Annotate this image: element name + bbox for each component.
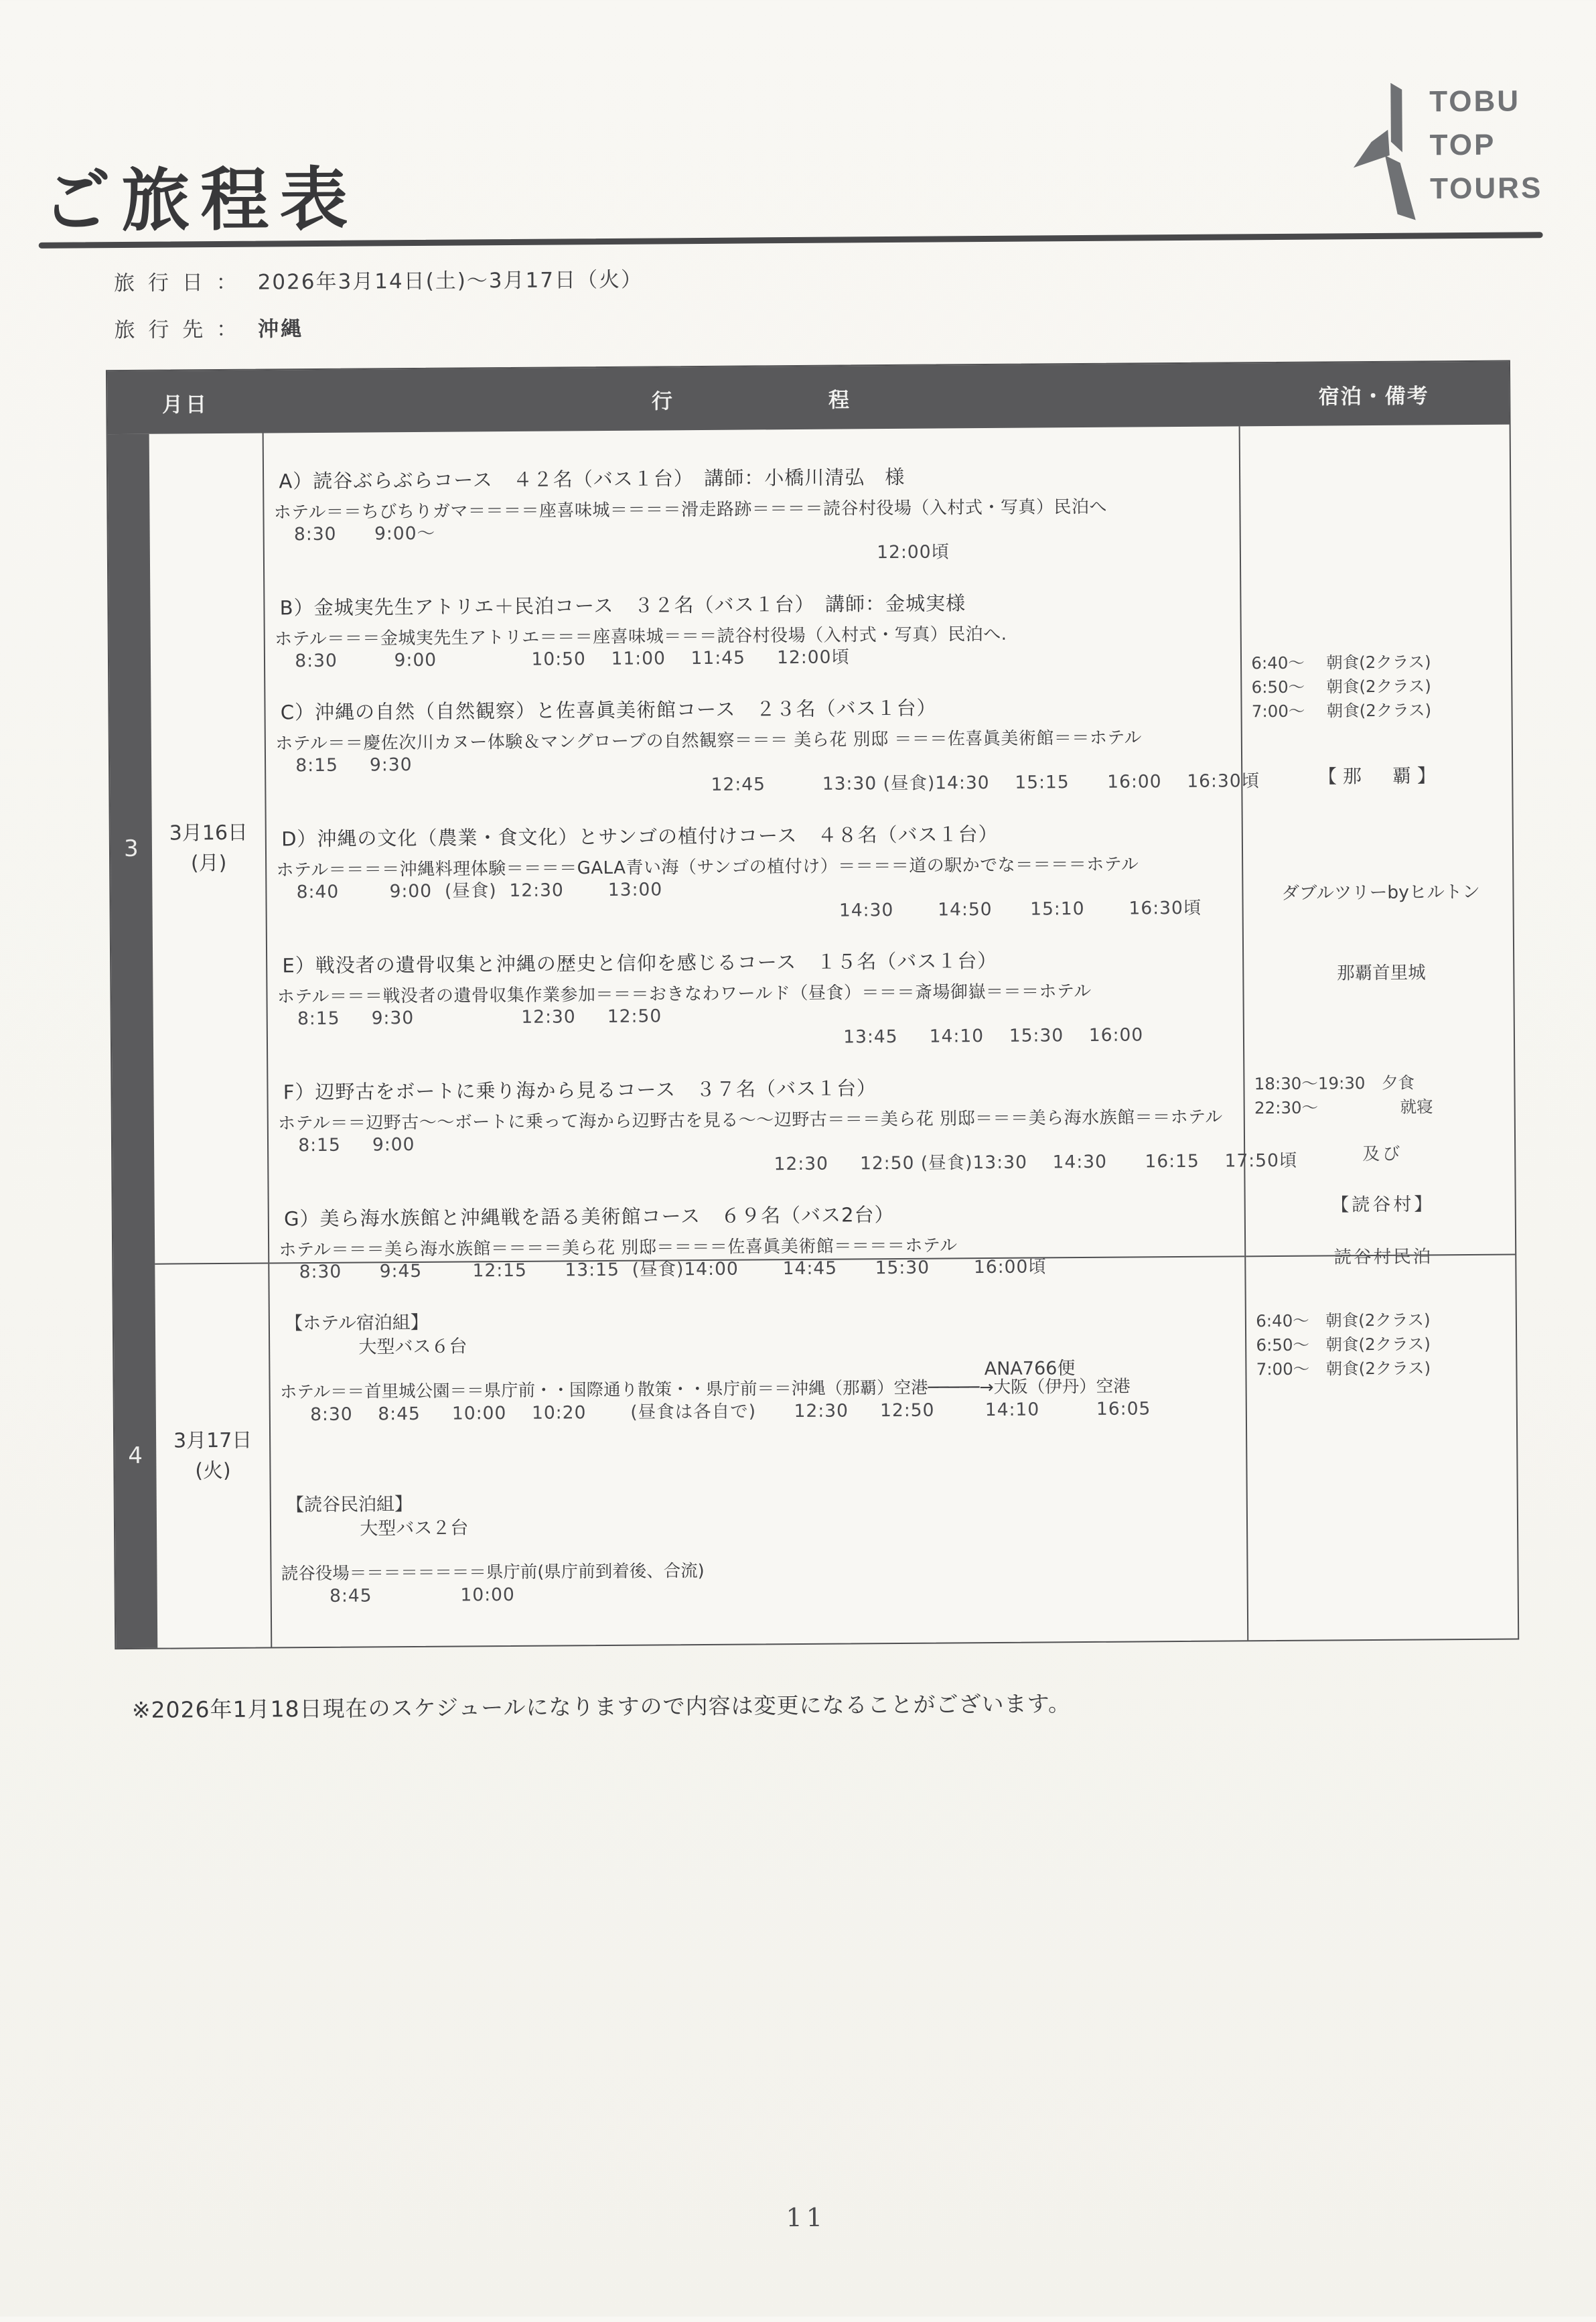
course-c-title: C）沖縄の自然（自然観察）と佐喜眞美術館コース ２３名（バス１台） — [280, 696, 937, 724]
minpaku-group-times: 8:45 10:00 — [329, 1584, 515, 1607]
date-mar17-weekday: (火) — [195, 1458, 231, 1483]
course-f-times-2: 12:30 12:50 (昼食)13:30 14:30 16:15 17:50頃 — [774, 1150, 1298, 1175]
course-f-route: ホテル＝＝辺野古～～ボートに乗って海から辺野古を見る～～辺野古＝＝＝美ら花 別邸＝＝＝美ら海水族館＝＝ホテル — [278, 1107, 1223, 1134]
course-d-title: D）沖縄の文化（農業・食文化）とサンゴの植付けコース ４８名（バス１台） — [281, 822, 999, 851]
course-c-route: ホテル＝＝慶佐次川カヌー体験＆マングローブの自然観察＝＝＝ 美ら花 別邸 ＝＝＝佐喜眞美術館＝＝ホテル — [275, 728, 1143, 754]
minpaku-group-heading: 【読谷民泊組】 — [285, 1494, 413, 1516]
course-a-times-2: 12:00頃 — [877, 541, 950, 563]
naha-header: 【那 覇】 — [1317, 764, 1443, 788]
hotel-group-heading: 【ホテル宿泊組】 — [285, 1312, 429, 1335]
course-a-title: A）読谷ぶらぶらコース ４２名（バス１台） 講師：小橋川清弘 様 — [279, 465, 905, 493]
itinerary-mar17 — [270, 1255, 1248, 1647]
course-d-route: ホテル＝＝＝＝沖縄料理体験＝＝＝＝GALA青い海（サンゴの植付け）＝＝＝＝道の駅かでな＝＝＝＝ホテル — [276, 854, 1139, 881]
course-a — [273, 460, 1236, 567]
course-f-times: 8:15 9:00 — [298, 1134, 415, 1156]
course-e-route: ホテル＝＝＝戦没者の遺骨収集作業参加＝＝＝おきなわワールド（昼食）＝＝＝斎場御嶽＝＝＝ホテル — [277, 981, 1092, 1008]
course-e — [277, 944, 1239, 1052]
notes-mar17 — [1246, 1254, 1518, 1641]
course-e-times: 8:15 9:30 12:30 12:50 — [297, 1006, 662, 1030]
minpaku-group-route: 読谷役場＝＝＝＝＝＝＝＝県庁前(県庁前到着後、合流) — [281, 1560, 705, 1584]
itinerary-table — [106, 360, 1519, 1650]
yomitan-stay: 読谷村民泊 — [1333, 1246, 1433, 1268]
notes-column — [1240, 425, 1518, 1641]
course-d — [276, 817, 1238, 925]
course-d-times: 8:40 9:00 (昼食) 12:30 13:00 — [296, 879, 663, 903]
breakfast-time-2: 6:50～ 朝食(2クラス) — [1256, 1334, 1431, 1355]
hotel-stay-group — [279, 1305, 1242, 1426]
itinerary-column — [264, 426, 1298, 1647]
course-a-route: ホテル＝＝ちびちりガマ＝＝＝＝座喜味城＝＝＝＝滑走路跡＝＝＝＝読谷村役場（入村式・写真）民泊へ — [273, 496, 1108, 523]
page-title: ご旅程表 — [42, 159, 359, 242]
course-b-times: 8:30 9:00 10:50 11:00 11:45 12:00頃 — [295, 646, 851, 672]
day-number-4: 4 — [128, 1442, 143, 1469]
breakfast-time-1: 6:40～ 朝食(2クラス) — [1256, 1310, 1431, 1331]
date-mar16: 3月16日 — [169, 821, 248, 845]
course-g-title: G）美ら海水族館と沖縄戦を語る美術館コース ６９名（バス2台） — [283, 1203, 895, 1231]
header-col-date: 月日 — [161, 392, 210, 417]
course-g-times: 8:30 9:45 12:15 13:15 (昼食)14:00 14:45 15:30 16:00頃 — [299, 1256, 1047, 1283]
table-header-row — [107, 362, 1510, 435]
date-cell-mar17 — [155, 1263, 271, 1648]
date-cell-mar16 — [149, 433, 268, 1264]
flight-number: ANA766便 — [984, 1358, 1076, 1380]
hotel-name-line-1: ダブルツリーbyヒルトン — [1281, 881, 1480, 904]
hotel-name — [1252, 825, 1510, 1042]
sleep-time: 22:30～ 就寝 — [1254, 1097, 1433, 1118]
breakfast-time-2: 6:50～ 朝食(2クラス) — [1251, 676, 1431, 697]
trip-destination-value: 沖縄 — [257, 317, 304, 342]
breakfast-time-1: 6:40～ 朝食(2クラス) — [1251, 652, 1431, 673]
date-column — [149, 433, 272, 1648]
minpaku-group-buses: 大型バス２台 — [360, 1517, 469, 1540]
trip-date-value: 2026年3月14日(土)～3月17日（火） — [257, 267, 644, 295]
course-b — [275, 586, 1237, 672]
trip-date-row — [114, 263, 643, 297]
course-b-route: ホテル＝＝＝金城実先生アトリエ＝＝＝座喜味城＝＝＝読谷村役場（入村式・写真）民泊へ. — [274, 624, 1007, 650]
date-mar17: 3月17日 — [173, 1428, 252, 1453]
course-c-times-2: 12:45 13:30 (昼食)14:30 15:15 16:00 16:30頃 — [711, 770, 1260, 795]
logo-line-1: TOBU — [1429, 84, 1521, 119]
and-text: 及び — [1362, 1144, 1403, 1165]
course-e-title: E）戦没者の遺骨収集と沖縄の歴史と信仰を感じるコース １５名（バス１台） — [282, 949, 998, 977]
hotel-group-buses: 大型バス６台 — [358, 1336, 467, 1358]
breakfast-time-3: 7:00～ 朝食(2クラス) — [1251, 700, 1432, 722]
yomitan-minpaku-group — [281, 1487, 1243, 1608]
course-a-times: 8:30 9:00～ — [293, 523, 436, 545]
course-c-times: 8:15 9:30 — [295, 754, 413, 776]
course-e-times-2: 13:45 14:10 15:30 16:00 — [843, 1024, 1144, 1048]
hotel-group-times: 8:30 8:45 10:00 10:20 (昼食は各自で) 12:30 12:50 14:10 16:05 — [310, 1398, 1151, 1426]
schedule-disclaimer: ※2026年1月18日現在のスケジュールになりますので内容は変更になることがございます。 — [131, 1690, 1072, 1723]
tobu-logo-mark-icon — [1344, 82, 1423, 226]
course-c — [275, 691, 1260, 799]
itinerary-mar16 — [264, 426, 1298, 1283]
yomitan-header: 【読谷村】 — [1331, 1194, 1435, 1216]
hotel-name-line-2: 那覇首里城 — [1337, 962, 1426, 984]
course-b-title: B）金城実先生アトリエ＋民泊コース ３２名（バス１台） 講師：金城実様 — [279, 592, 966, 620]
course-g-route: ホテル＝＝＝美ら海水族館＝＝＝＝美ら花 別邸＝＝＝＝佐喜眞美術館＝＝＝＝ホテル — [279, 1235, 958, 1261]
course-f-title: F）辺野古をボートに乗り海から見るコース ３７名（バス１台） — [283, 1077, 877, 1104]
trip-date-label: 旅 行 日 ： — [113, 270, 240, 296]
day-number-3: 3 — [123, 835, 139, 863]
course-d-times-2: 14:30 14:50 15:10 16:30頃 — [839, 897, 1202, 921]
trip-destination-label: 旅 行 先 ： — [114, 317, 241, 343]
page-number: 11 — [786, 2202, 827, 2233]
dinner-time: 18:30～19:30 夕食 — [1254, 1073, 1415, 1094]
date-mar16-weekday: (月) — [190, 851, 227, 876]
hotel-group-route: ホテル＝＝首里城公園＝＝県庁前・・国際通り散策・・県庁前＝＝沖縄（那覇）空港─────→大阪（伊丹）空港 — [279, 1376, 1131, 1403]
logo-line-2: TOP — [1429, 128, 1496, 162]
tobu-top-tours-logo — [1344, 75, 1559, 230]
trip-destination-row — [114, 312, 303, 343]
table-body — [108, 425, 1518, 1649]
header-col-itinerary: 行 程 — [651, 387, 851, 414]
logo-line-3: TOURS — [1429, 172, 1543, 206]
header-col-notes: 宿泊・備考 — [1318, 383, 1429, 409]
course-f — [278, 1071, 1298, 1178]
breakfast-time-3: 7:00～ 朝食(2クラス) — [1256, 1358, 1431, 1379]
logo-text — [1429, 79, 1543, 210]
notes-mar16 — [1240, 425, 1515, 1268]
